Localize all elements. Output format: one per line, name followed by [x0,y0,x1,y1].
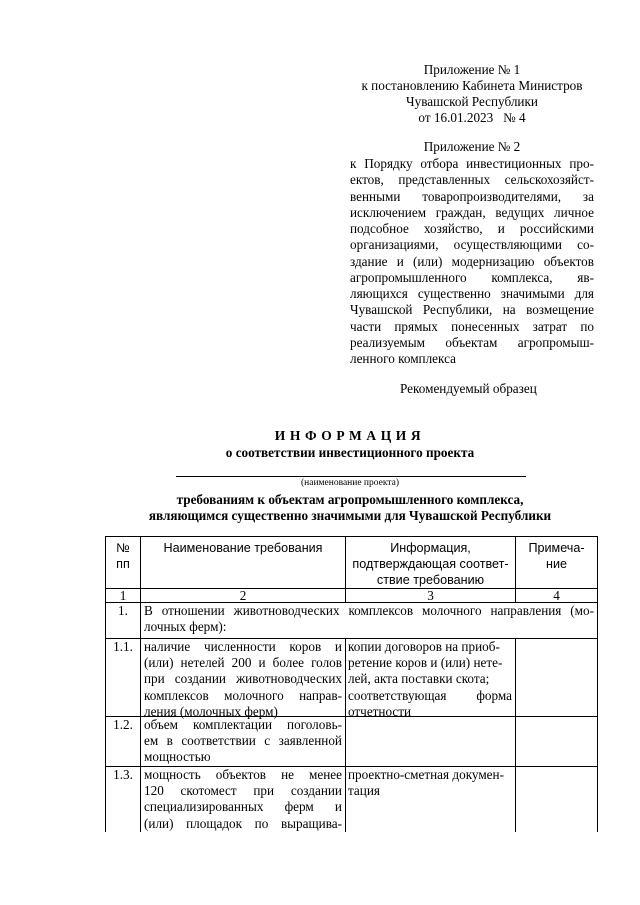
requirements-heading-line: требованиям к объектам агропромышленного комплекса, [176,492,524,507]
paragraph-line: агропромышленного комплекса, яв- [350,269,594,285]
document-subtitle: о соответствии инвестиционного проекта [225,445,475,460]
appendix-1-line: к постановлению Кабинета Министров [361,78,583,93]
column-number: 1 [119,588,127,603]
paragraph-line: организациями, осуществляющими со- [350,237,594,253]
paragraph-line: части прямых понесенных затрат по [350,318,594,334]
paragraph-line: ляющихся существенно значимыми для [350,286,594,301]
sample-label: Рекомендуемый образец [400,381,537,396]
table-rule [105,536,106,832]
row-number: 1.3. [113,767,133,782]
appendix-1-line: Приложение № 1 [423,62,521,77]
table-rule [597,536,598,832]
confirming-info-text: копии договоров на приоб- ретение коров и (или) нете- лей, акта поставки скота; соответствующая форма отчетности [348,639,512,719]
table-rule [105,536,598,537]
document-title: ИНФОРМАЦИЯ [274,428,426,443]
table-rule [345,638,346,832]
requirement-text: объем комплектации поголовь- ем в соответствии с заявленной мощностью [144,717,342,765]
paragraph-line: подсобное хозяйство, и российскими [350,221,594,236]
paragraph-line: ектов, представленных сельскохозяйст- [350,172,594,188]
section-heading: В отношении животноводческих комплексов молочного направления (мо- лочных ферм): [144,603,594,635]
requirement-text: наличие численности коров и (или) нетелей 200 и более голов при создании животноводческих комплексов молочного направ- ления (молочных ферм) [144,639,342,719]
column-number: 2 [239,588,247,603]
column-number: 3 [427,588,434,603]
paragraph-line: ленного комплекса [350,351,456,366]
table-rule [515,638,516,832]
project-name-line [176,476,526,477]
header-cell-note: Примеча- ние [528,541,585,572]
row-number: 1.1. [113,639,133,654]
appendix-2-paragraph [350,156,594,367]
requirement-text: мощность объектов не менее 120 скотомест при создании специализированных ферм и (или) площадок по выращива- [144,767,342,831]
paragraph-line: реализуемым объектам агропромыш- [350,334,594,350]
appendix-1-line: Чувашской Республики [406,94,538,109]
paragraph-line: венными товаропроизводителями, за [350,188,594,204]
header-cell-info: Информация, подтверждающая соответ- ствие требованию [352,541,509,588]
column-number: 4 [553,588,560,603]
appendix-1-block [352,62,592,126]
confirming-info-text: проектно-сметная докумен- тация [348,767,504,799]
paragraph-line: к Порядку отбора инвестиционных про- [350,156,594,171]
appendix-2-title: Приложение № 2 [423,139,521,154]
header-cell-name: Наименование требования [163,541,323,555]
requirements-heading-line: являющимся существенно значимыми для Чувашской Республики [148,508,552,523]
header-cell-num: № пп [116,541,130,572]
project-name-caption: (наименование проекта) [300,478,399,488]
row-number: 1.2. [113,717,133,732]
paragraph-line: здание и (или) модернизацию объектов [350,253,594,269]
appendix-1-line: от 16.01.2023 № 4 [418,110,526,125]
paragraph-line: исключением граждан, ведущих личное [350,204,594,220]
paragraph-line: Чувашской Республики, на возмещение [350,302,594,318]
table-rule [140,536,141,832]
section-number: 1. [118,603,128,618]
